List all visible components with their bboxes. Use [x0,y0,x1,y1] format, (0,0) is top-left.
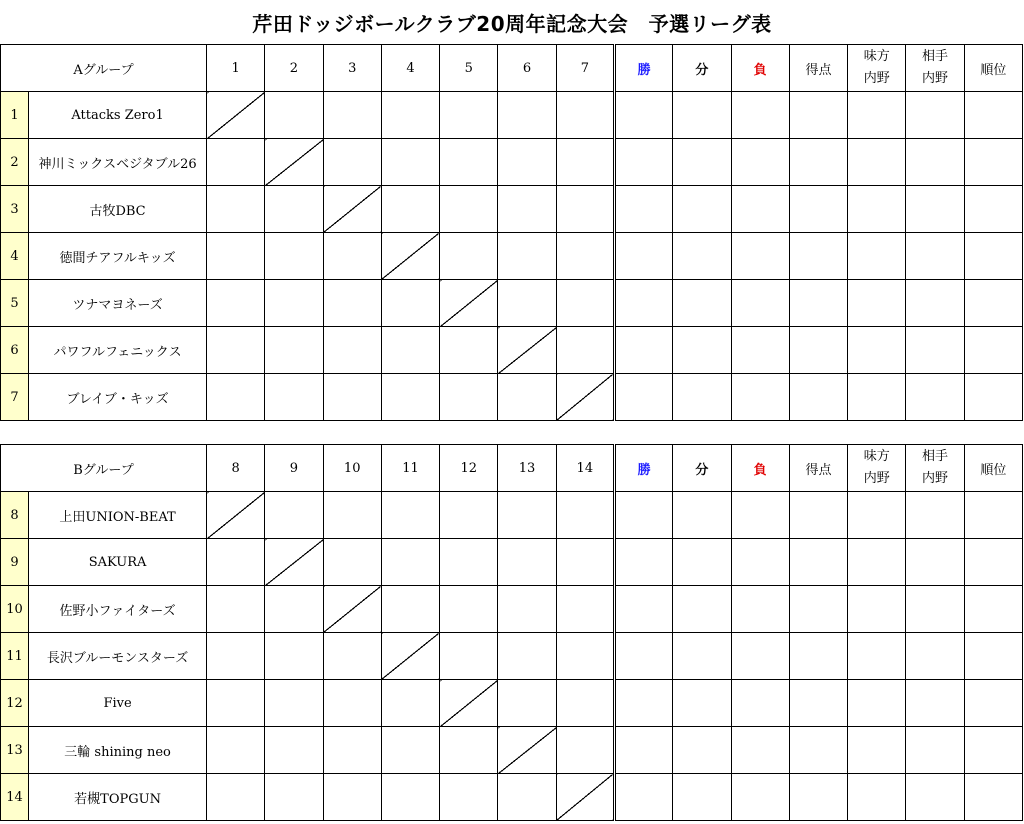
team-number: 11 [1,633,29,680]
opp-inner-cell [906,139,964,186]
team-number: 1 [1,92,29,139]
draw-cell [673,586,731,633]
team-name: SAKURA [29,539,207,586]
win-cell [614,680,672,727]
opp-inner-header [906,445,964,492]
opp-inner-cell [906,233,964,280]
opp-inner-cell [906,774,964,821]
self-match-cell [207,492,265,539]
match-result-cell [265,680,323,727]
rank-cell [964,539,1022,586]
loss-cell [731,374,789,421]
match-result-cell [265,633,323,680]
match-result-cell [207,233,265,280]
match-result-cell [207,539,265,586]
own-inner-cell [848,492,906,539]
match-result-cell [556,139,614,186]
match-result-cell [381,139,439,186]
match-result-cell [440,774,498,821]
match-result-cell [440,492,498,539]
points-cell [789,139,847,186]
match-result-cell [381,280,439,327]
rank-cell [964,774,1022,821]
match-result-cell [323,139,381,186]
own-inner-line2: 内野 [863,71,890,86]
win-cell [614,586,672,633]
match-result-cell [265,186,323,233]
column-header: 6 [498,45,556,92]
draw-cell [673,280,731,327]
win-cell [614,492,672,539]
match-result-cell [265,374,323,421]
own-inner-line1: 味方 [863,49,890,64]
match-result-cell [265,327,323,374]
team-row [1,539,1023,586]
team-name: ブレイブ・キッズ [29,374,207,421]
column-header: 3 [323,45,381,92]
draw-cell [673,327,731,374]
rank-cell [964,186,1022,233]
team-row [1,186,1023,233]
win-cell [614,727,672,774]
points-cell [789,774,847,821]
draw-cell [673,680,731,727]
points-cell [789,280,847,327]
opp-inner-header [906,45,964,92]
column-header: 12 [440,445,498,492]
loss-cell [731,233,789,280]
match-result-cell [323,774,381,821]
match-result-cell [323,727,381,774]
own-inner-cell [848,633,906,680]
win-cell [614,186,672,233]
opp-inner-line2: 内野 [922,471,949,486]
match-result-cell [440,139,498,186]
match-result-cell [440,633,498,680]
team-name: 佐野小ファイターズ [29,586,207,633]
column-header: 11 [381,445,439,492]
match-result-cell [381,374,439,421]
points-header: 得点 [789,445,847,492]
points-cell [789,727,847,774]
team-row [1,280,1023,327]
opp-inner-cell [906,727,964,774]
self-match-cell [323,186,381,233]
team-row [1,92,1023,139]
team-name: 長沢ブルーモンスターズ [29,633,207,680]
rank-header: 順位 [964,45,1022,92]
win-cell [614,139,672,186]
own-inner-cell [848,233,906,280]
opp-inner-cell [906,633,964,680]
win-cell [614,327,672,374]
match-result-cell [381,727,439,774]
match-result-cell [440,539,498,586]
self-match-cell [498,727,556,774]
team-row [1,233,1023,280]
points-cell [789,233,847,280]
match-result-cell [323,633,381,680]
own-inner-cell [848,327,906,374]
draw-cell [673,186,731,233]
draw-cell [673,492,731,539]
match-result-cell [381,680,439,727]
team-number: 9 [1,539,29,586]
match-result-cell [381,186,439,233]
match-result-cell [381,774,439,821]
rank-cell [964,633,1022,680]
match-result-cell [498,92,556,139]
self-match-cell [498,327,556,374]
loss-cell [731,633,789,680]
match-result-cell [556,327,614,374]
match-result-cell [207,280,265,327]
own-inner-line2: 内野 [863,471,890,486]
match-result-cell [323,492,381,539]
match-result-cell [440,92,498,139]
loss-cell [731,492,789,539]
opp-inner-cell [906,680,964,727]
own-inner-cell [848,186,906,233]
opp-inner-line1: 相手 [922,449,949,464]
match-result-cell [556,586,614,633]
team-row [1,374,1023,421]
self-match-cell [440,280,498,327]
own-inner-cell [848,680,906,727]
draw-cell [673,774,731,821]
match-result-cell [265,774,323,821]
match-result-cell [265,492,323,539]
match-result-cell [323,92,381,139]
team-name: 三輪 shining neo [29,727,207,774]
match-result-cell [498,374,556,421]
loss-header: 負 [731,445,789,492]
match-result-cell [440,327,498,374]
own-inner-cell [848,774,906,821]
team-number: 8 [1,492,29,539]
match-result-cell [207,774,265,821]
team-number: 6 [1,327,29,374]
rank-cell [964,139,1022,186]
match-result-cell [265,280,323,327]
match-result-cell [498,233,556,280]
own-inner-cell [848,374,906,421]
win-header: 勝 [614,445,672,492]
team-number: 7 [1,374,29,421]
rank-cell [964,680,1022,727]
own-inner-header [848,45,906,92]
match-result-cell [207,186,265,233]
loss-cell [731,92,789,139]
match-result-cell [323,539,381,586]
draw-cell [673,727,731,774]
group-label: Aグループ [1,45,207,92]
team-name: ツナマヨネーズ [29,280,207,327]
group-a-table [0,44,1023,421]
match-result-cell [207,374,265,421]
team-row [1,327,1023,374]
win-cell [614,374,672,421]
match-result-cell [498,280,556,327]
loss-cell [731,539,789,586]
draw-cell [673,633,731,680]
rank-cell [964,327,1022,374]
draw-cell [673,92,731,139]
self-match-cell [265,539,323,586]
loss-cell [731,680,789,727]
draw-cell [673,139,731,186]
team-name: 神川ミックスベジタブル26 [29,139,207,186]
team-name: Attacks Zero1 [29,92,207,139]
match-result-cell [323,680,381,727]
match-result-cell [381,327,439,374]
loss-cell [731,774,789,821]
column-header: 14 [556,445,614,492]
own-inner-line1: 味方 [863,449,890,464]
opp-inner-cell [906,586,964,633]
own-inner-header [848,445,906,492]
team-row [1,680,1023,727]
rank-cell [964,233,1022,280]
column-header: 13 [498,445,556,492]
match-result-cell [440,374,498,421]
match-result-cell [556,492,614,539]
opp-inner-cell [906,327,964,374]
team-row [1,727,1023,774]
opp-inner-line1: 相手 [922,49,949,64]
match-result-cell [207,586,265,633]
self-match-cell [265,139,323,186]
page-title: 芹田ドッジボールクラブ20周年記念大会 予選リーグ表 [252,12,772,36]
opp-inner-cell [906,186,964,233]
match-result-cell [265,233,323,280]
group-label: Bグループ [1,445,207,492]
self-match-cell [381,633,439,680]
draw-cell [673,233,731,280]
team-number: 10 [1,586,29,633]
match-result-cell [440,586,498,633]
team-number: 12 [1,680,29,727]
self-match-cell [556,774,614,821]
match-result-cell [323,280,381,327]
opp-inner-cell [906,492,964,539]
loss-cell [731,186,789,233]
points-cell [789,327,847,374]
loss-cell [731,727,789,774]
match-result-cell [498,633,556,680]
match-result-cell [556,186,614,233]
win-cell [614,633,672,680]
own-inner-cell [848,727,906,774]
self-match-cell [207,92,265,139]
points-cell [789,186,847,233]
match-result-cell [265,92,323,139]
match-result-cell [381,492,439,539]
match-result-cell [556,680,614,727]
team-number: 2 [1,139,29,186]
own-inner-cell [848,139,906,186]
rank-cell [964,374,1022,421]
loss-cell [731,280,789,327]
match-result-cell [323,374,381,421]
match-result-cell [381,92,439,139]
match-result-cell [207,680,265,727]
column-header: 5 [440,45,498,92]
team-row [1,492,1023,539]
loss-cell [731,586,789,633]
team-row [1,139,1023,186]
rank-header: 順位 [964,445,1022,492]
win-cell [614,233,672,280]
column-header: 7 [556,45,614,92]
match-result-cell [498,586,556,633]
win-cell [614,92,672,139]
draw-cell [673,374,731,421]
points-cell [789,680,847,727]
loss-header: 負 [731,45,789,92]
rank-cell [964,492,1022,539]
own-inner-cell [848,92,906,139]
match-result-cell [498,492,556,539]
column-header: 9 [265,445,323,492]
points-cell [789,539,847,586]
match-result-cell [265,586,323,633]
team-number: 4 [1,233,29,280]
own-inner-cell [848,539,906,586]
column-header: 8 [207,445,265,492]
team-number: 5 [1,280,29,327]
match-result-cell [498,774,556,821]
points-cell [789,633,847,680]
draw-cell [673,539,731,586]
match-result-cell [381,539,439,586]
points-header: 得点 [789,45,847,92]
match-result-cell [440,186,498,233]
team-number: 3 [1,186,29,233]
win-header: 勝 [614,45,672,92]
win-cell [614,539,672,586]
match-result-cell [265,727,323,774]
team-name: Five [29,680,207,727]
opp-inner-cell [906,374,964,421]
team-number: 13 [1,727,29,774]
match-result-cell [498,680,556,727]
match-result-cell [556,727,614,774]
match-result-cell [440,233,498,280]
match-result-cell [556,633,614,680]
column-header: 4 [381,45,439,92]
team-name: パワフルフェニックス [29,327,207,374]
column-header: 10 [323,445,381,492]
match-result-cell [440,727,498,774]
match-result-cell [207,727,265,774]
opp-inner-cell [906,539,964,586]
points-cell [789,92,847,139]
win-cell [614,774,672,821]
self-match-cell [440,680,498,727]
team-number: 14 [1,774,29,821]
win-cell [614,280,672,327]
opp-inner-cell [906,92,964,139]
match-result-cell [207,139,265,186]
team-name: 上田UNION-BEAT [29,492,207,539]
match-result-cell [381,586,439,633]
points-cell [789,492,847,539]
team-row [1,633,1023,680]
rank-cell [964,92,1022,139]
rank-cell [964,727,1022,774]
self-match-cell [323,586,381,633]
opp-inner-cell [906,280,964,327]
match-result-cell [556,280,614,327]
self-match-cell [381,233,439,280]
team-row [1,774,1023,821]
match-result-cell [207,633,265,680]
points-cell [789,374,847,421]
rank-cell [964,586,1022,633]
match-result-cell [498,186,556,233]
team-name: 徳間チアフルキッズ [29,233,207,280]
rank-cell [964,280,1022,327]
match-result-cell [556,92,614,139]
match-result-cell [498,539,556,586]
match-result-cell [556,233,614,280]
draw-header: 分 [673,445,731,492]
loss-cell [731,327,789,374]
team-name: 古牧DBC [29,186,207,233]
self-match-cell [556,374,614,421]
own-inner-cell [848,280,906,327]
column-header: 1 [207,45,265,92]
team-name: 若槻TOPGUN [29,774,207,821]
match-result-cell [323,327,381,374]
group-b-table [0,444,1023,821]
match-result-cell [498,139,556,186]
match-result-cell [556,539,614,586]
opp-inner-line2: 内野 [922,71,949,86]
loss-cell [731,139,789,186]
match-result-cell [323,233,381,280]
team-row [1,586,1023,633]
column-header: 2 [265,45,323,92]
own-inner-cell [848,586,906,633]
draw-header: 分 [673,45,731,92]
points-cell [789,586,847,633]
match-result-cell [207,327,265,374]
